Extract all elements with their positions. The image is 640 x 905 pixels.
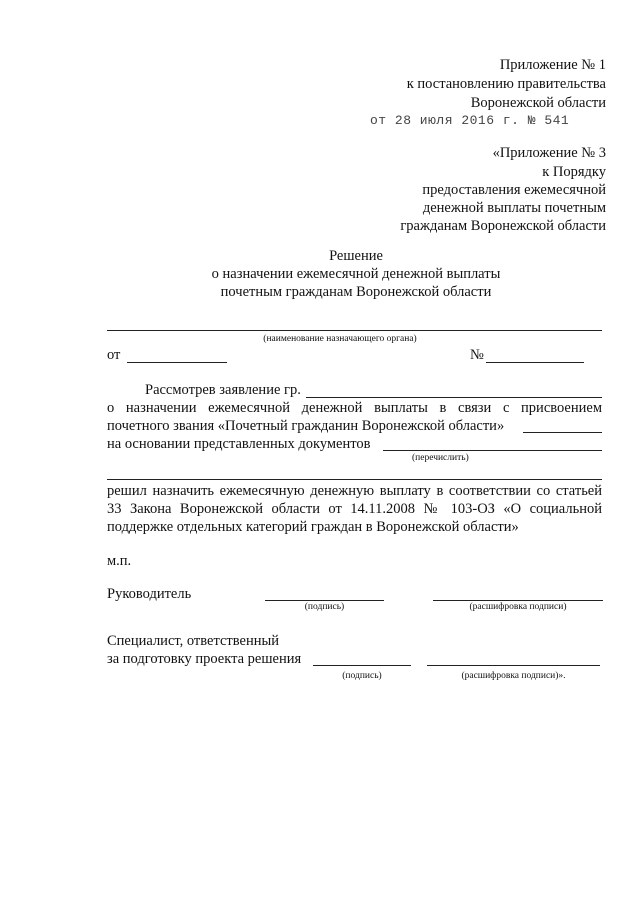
appendix3-line2: к Порядку xyxy=(542,164,606,180)
organ-name-caption: (наименование назначающего органа) xyxy=(263,334,417,344)
documents-field-continued[interactable] xyxy=(107,479,602,480)
number-label: № xyxy=(470,347,484,363)
signature-caption: (подпись) xyxy=(304,602,345,612)
date-field[interactable] xyxy=(127,362,227,363)
head-signature-field[interactable] xyxy=(265,600,384,601)
organ-name-field[interactable] xyxy=(107,330,602,331)
decoding-caption-2: (расшифровка подписи)». xyxy=(461,671,566,681)
appendix3-line5: гражданам Воронежской области xyxy=(400,218,606,234)
considered-label: Рассмотрев заявление гр. xyxy=(145,382,301,398)
specialist-line2: за подготовку проекта решения xyxy=(107,651,302,667)
documents-field[interactable] xyxy=(383,450,602,451)
appendix3-line4: денежной выплаты почетным xyxy=(422,200,606,216)
signature-caption-2: (подпись) xyxy=(342,671,382,681)
date-number-stamp: от 28 июля 2016 г. № 541 xyxy=(370,113,570,128)
appendix3-line1: «Приложение № 3 xyxy=(492,145,606,161)
decision-line1: решил назначить ежемесячную денежную выплату в соответствии со статьей xyxy=(107,483,602,499)
decision-subtitle-line2: почетным гражданам Воронежской области xyxy=(220,284,492,300)
decoding-caption: (расшифровка подписи) xyxy=(469,602,567,612)
decision-title: Решение xyxy=(329,248,383,264)
list-caption: (перечислить) xyxy=(412,453,469,463)
applicant-name-field[interactable] xyxy=(306,397,602,398)
appendix1-line3: Воронежской области xyxy=(470,95,606,111)
paragraph-line1: о назначении ежемесячной денежной выплаты в связи с присвоением xyxy=(107,400,602,416)
head-label: Руководитель xyxy=(107,586,192,602)
appendix1-line2: к постановлению правительства xyxy=(406,76,606,92)
specialist-line1: Специалист, ответственный xyxy=(107,633,279,649)
stamp-place: м.п. xyxy=(107,553,132,569)
specialist-decoding-field[interactable] xyxy=(427,665,600,666)
appendix3-line3: предоставления ежемесячной xyxy=(422,182,606,198)
appendix1-line1: Приложение № 1 xyxy=(499,57,606,73)
decision-subtitle-line1: о назначении ежемесячной денежной выплаты xyxy=(211,266,501,282)
decision-line2: 33 Закона Воронежской области от 14.11.2008 № 103-ОЗ «О социальной xyxy=(107,501,602,517)
paragraph-line2-field[interactable] xyxy=(523,432,602,433)
paragraph-line3: на основании представленных документов xyxy=(107,436,371,452)
head-decoding-field[interactable] xyxy=(433,600,603,601)
paragraph-line2: почетного звания «Почетный гражданин Воронежской области» xyxy=(107,418,505,434)
from-label: от xyxy=(107,347,121,363)
decision-line3: поддержке отдельных категорий граждан в Воронежской области» xyxy=(107,519,519,535)
number-field[interactable] xyxy=(486,362,584,363)
specialist-signature-field[interactable] xyxy=(313,665,411,666)
